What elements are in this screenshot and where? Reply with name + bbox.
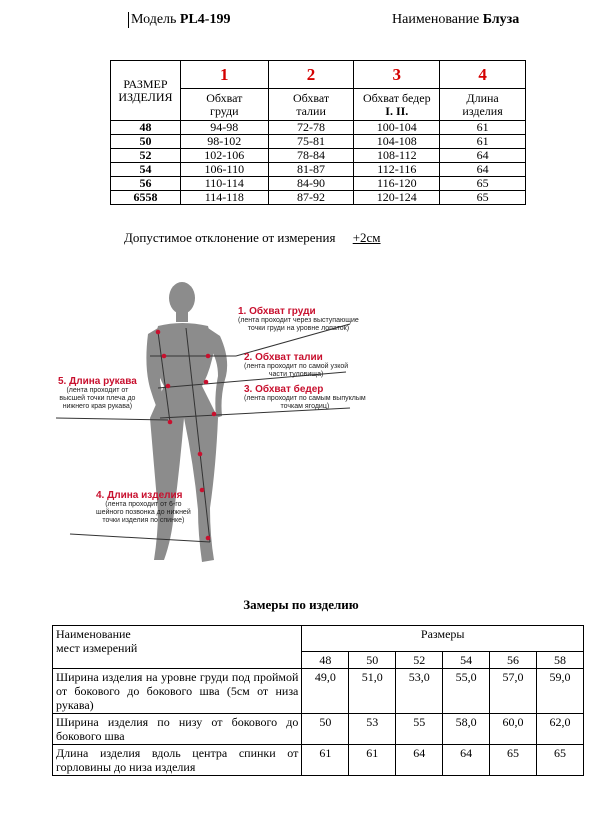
annotation-garment-length: 4. Длина изделия (лента проходит от 6-го шейного позвонка до нижней точки изделия по спинке)	[96, 490, 191, 524]
column-label-hips: Обхват бедер I. II.	[354, 89, 440, 121]
size-header-56: 56	[490, 652, 537, 669]
tolerance-value: +2см	[352, 230, 381, 245]
measurement-name-header: Наименование мест измерений	[53, 626, 302, 669]
product-name-value: Блуза	[482, 12, 520, 27]
column-label-length: Длина изделия	[440, 89, 526, 121]
product-name-label: Наименование	[392, 12, 480, 27]
model-value: PL4-199	[179, 12, 231, 27]
model-label: Модель	[131, 12, 177, 27]
annotation-sleeve-length: 5. Длина рукава (лента проходит от высшей точки плеча до нижнего края рукава)	[58, 376, 137, 410]
table-row: 56 110-114 84-90 116-120 65	[111, 177, 526, 191]
table-row: Ширина изделия на уровне груди под проймой от бокового до бокового шва (5см от низа рукава) 49,0 51,0 53,0 55,0 57,0 59,0	[53, 669, 584, 714]
model-field	[128, 12, 230, 28]
table-row: 6558 114-118 87-92 120-124 65	[111, 191, 526, 205]
column-label-waist: Обхват талии	[268, 89, 354, 121]
table-row: 52 102-106 78-84 108-112 64	[111, 149, 526, 163]
column-number-3: 3	[354, 61, 440, 89]
column-number-4: 4	[440, 61, 526, 89]
measurement-figure	[50, 276, 380, 576]
sizes-header: Размеры	[302, 626, 584, 652]
table-row: 54 106-110 81-87 112-116 64	[111, 163, 526, 177]
size-header-52: 52	[396, 652, 443, 669]
product-name-field	[392, 12, 519, 28]
measurements-title: Замеры по изделию	[243, 597, 359, 612]
size-chart-table	[110, 60, 526, 205]
table-row: 48 94-98 72-78 100-104 61	[111, 121, 526, 135]
annotation-waist: 2. Обхват талии (лента проходит по самой узкой части туловища)	[244, 352, 349, 378]
table-row: Длина изделия вдоль центра спинки от горловины до низа изделия 61 61 64 64 65 65	[53, 745, 584, 776]
document-header	[0, 12, 602, 34]
garment-measurements-table	[52, 625, 584, 776]
tolerance-note	[124, 230, 381, 246]
column-number-2: 2	[268, 61, 354, 89]
tolerance-text: Допустимое отклонение от измерения	[124, 230, 336, 245]
table-row: Ширина изделия по низу от бокового до бокового шва 50 53 55 58,0 60,0 62,0	[53, 714, 584, 745]
column-number-1: 1	[180, 61, 268, 89]
size-header-50: 50	[349, 652, 396, 669]
annotation-chest: 1. Обхват груди (лента проходит через выступающие точки груди на уровне лопаток)	[238, 306, 359, 332]
column-label-chest: Обхват груди	[180, 89, 268, 121]
size-column-header: РАЗМЕР ИЗДЕЛИЯ	[111, 61, 181, 121]
table-row: 50 98-102 75-81 104-108 61	[111, 135, 526, 149]
size-header-58: 58	[537, 652, 584, 669]
annotation-hips: 3. Обхват бедер (лента проходит по самым выпуклым точкам ягодиц)	[244, 384, 366, 410]
size-header-48: 48	[302, 652, 349, 669]
size-header-54: 54	[443, 652, 490, 669]
